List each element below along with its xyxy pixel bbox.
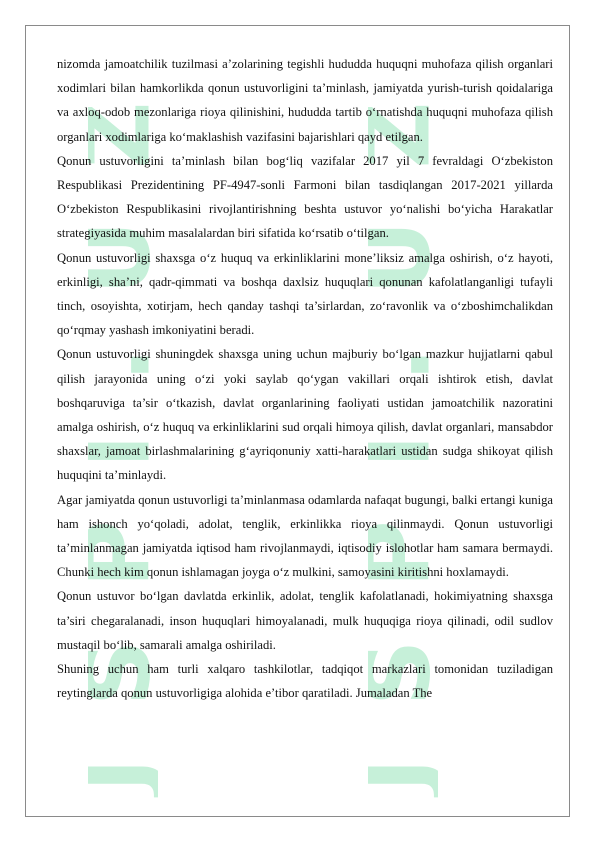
paragraph: nizomda jamoatchilik tuzilmasi a’zolarining tegishli hududda huquqni muhofaza qilish organlari xodimlari bilan hamkorlikda qonun ustuvorligini ta’minlash, jamiyatda yurish-turish qoidalariga va axloq-odob mezonlariga rioya qilinishini, hududda tartib o‘rnatishda huquqni muhofaza qilish organlari xodimlariga ko‘maklashish vazifasini bajarishlari qayd etilgan.	[57, 57, 553, 144]
paragraph: Shuning uchun ham turli xalqaro tashkilotlar, tadqiqot markazlari tomonidan tuziladigan reytinglarda qonun ustuvorligiga alohida e’tibor qaratiladi. Jumaladan The	[57, 662, 553, 701]
paragraph: Qonun ustuvorligini ta’minlash bilan bog‘liq vazifalar 2017 yil 7 fevraldagi O‘zbekiston Respublikasi Prezidentining PF-4947-sonli Farmoni bilan tasdiqlangan 2017-2021 yillarda O‘zbekiston Respublikasini rivojlantirishning beshta ustuvor yo‘nalishi bo‘yicha Harakatlar strategiyasida muhim masalalardan biri sifatida ko‘rsatib o‘tilgan.	[57, 153, 553, 241]
paragraph: Qonun ustuvor bo‘lgan davlatda erkinlik, adolat, tenglik kafolatlanadi, hokimiyatning shaxsga ta’siri chegaralanadi, inson huquqlari himoyalanadi, mulk huquqiga rioya qilinadi, odil sudlov mustaqil bo‘lib, samarali amalga oshiriladi.	[57, 589, 553, 652]
paragraph: Agar jamiyatda qonun ustuvorligi ta’minlanmasa odamlarda nafaqat bugungi, balki ertangi kuniga ham ishonch yo‘qoladi, adolat, tenglik, erkinlikka rioya qilinmaydi. Qonun ustuvorligi ta’minlanmagan jamiyatda iqtisod ham rivojlanmaydi, iqtisodiy islohotlar ham samara bermaydi. Chunki hech kim qonun ishlamagan joyga o‘z mulkini, samoyasini kiritishni hoxlamaydi.	[57, 492, 553, 580]
paragraph: Qonun ustuvorligi shuningdek shaxsga uning uchun majburiy bo‘lgan mazkur hujjatlarni qabul qilish jarayonida uning o‘zi yoki saylab qo‘ygan vakillari orqali ishtirok etish, davlat boshqaruviga ta’sir o‘tkazish, davlat organlarining faoliyati ustidan jamoatchilik nazoratini amalga oshirish, o‘z huquq va erkinliklarini sud orqali himoya qilish, davlat organlari, mansabdor shaxslar, jamoat birlashmalarining g‘ayriqonuniy xatti-harakatlari ustidan sudga shikoyat qilish huquqini ta’minlaydi.	[57, 347, 553, 483]
document-body	[57, 52, 553, 705]
watermark-text: JSPI.UZ	[368, 49, 438, 793]
paragraph: Qonun ustuvorligi shaxsga o‘z huquq va erkinliklarini mone’liksiz amalga oshirish, o‘z hayoti, erkinligi, sha’ni, qadr-qimmati va boshqa daxlsiz huquqlari qonunan kafolatlanganligi tufayli tinch, osoyishta, xotirjam, hech qanday tashqi ta’sirlardan, zo‘ravonlik va o‘zboshimchalikdan qo‘rqmay yashash imkoniyatini beradi.	[57, 250, 553, 338]
watermark-text: JSPI.UZ	[88, 49, 158, 793]
